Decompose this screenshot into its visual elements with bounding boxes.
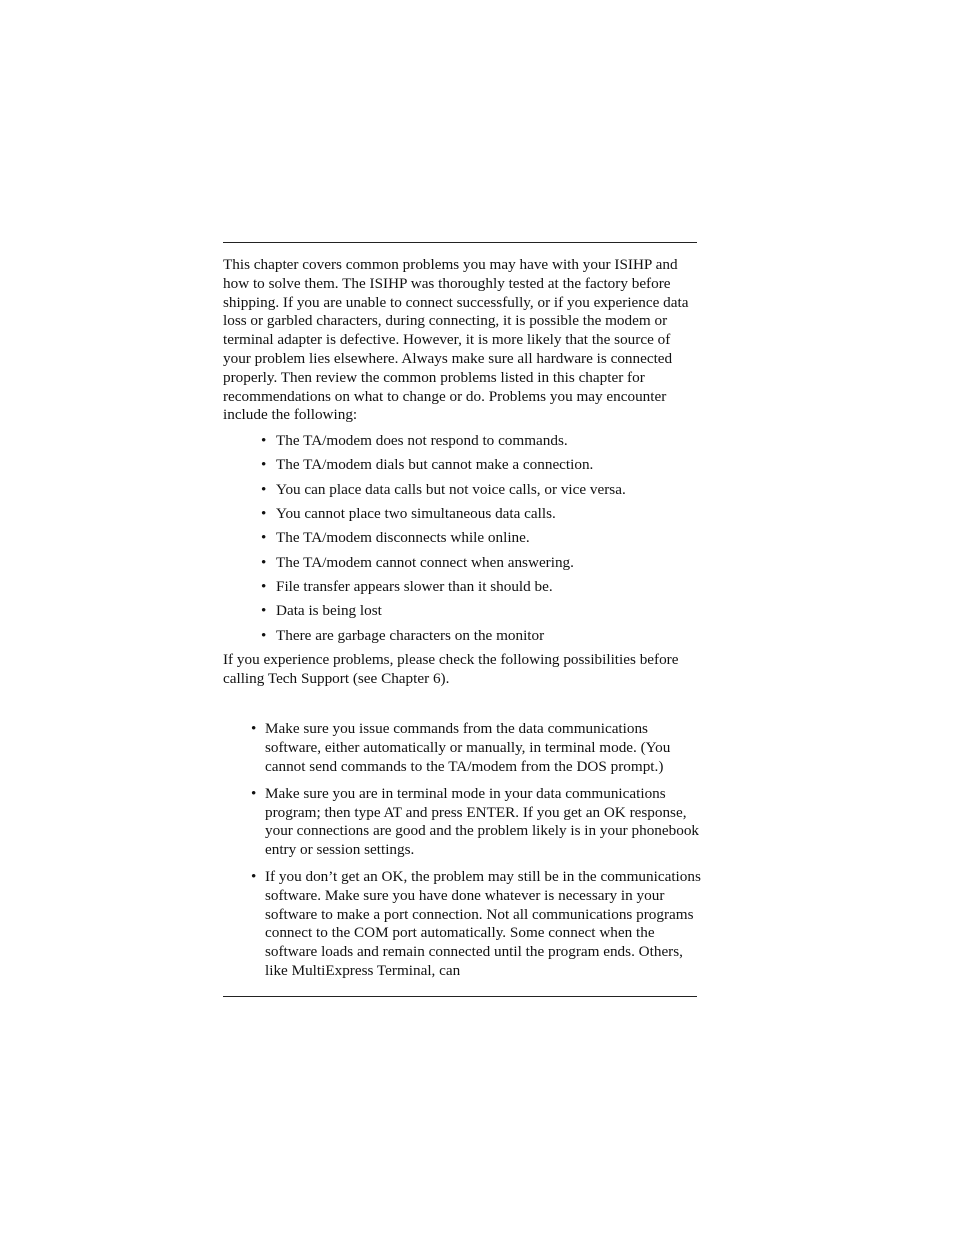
checks-list: [223, 720, 701, 980]
tech-support-paragraph: If you experience problems, please check the following possibilities before calling Tech Support (see Chapter 6).: [223, 650, 679, 687]
page-body: [223, 256, 701, 989]
list-item: • The TA/modem does not respond to commands.: [223, 432, 701, 451]
list-item: • The TA/modem disconnects while online.: [223, 529, 701, 548]
list-item: • Make sure you are in terminal mode in your data communications program; then type AT and press ENTER. If you get an OK response, your connections are good and the problem likely is in your phonebook entry or session settings.: [223, 785, 701, 860]
list-item: • There are garbage characters on the monitor: [223, 627, 701, 646]
list-item: • If you don’t get an OK, the problem may still be in the communications software. Make sure you have done whatever is necessary in your software to make a port connection. Not all communications programs connect to the COM port automatically. Some connect when the software loads and remain connected until the program ends. Others, like MultiExpress Terminal, can: [223, 868, 701, 981]
list-item: • Make sure you issue commands from the data communications software, either automatically or manually, in terminal mode. (You cannot send commands to the TA/modem from the DOS prompt.): [223, 720, 701, 776]
list-item: • You cannot place two simultaneous data calls.: [223, 505, 701, 524]
top-rule: [223, 242, 697, 243]
bottom-rule: [223, 996, 697, 997]
list-item: • Data is being lost: [223, 602, 701, 621]
list-item: • The TA/modem dials but cannot make a connection.: [223, 456, 701, 475]
list-item: • File transfer appears slower than it should be.: [223, 578, 701, 597]
list-item: • The TA/modem cannot connect when answering.: [223, 554, 701, 573]
problems-list: [223, 432, 701, 645]
intro-paragraph: This chapter covers common problems you may have with your ISIHP and how to solve them. The ISIHP was thoroughly tested at the factory before shipping. If you are unable to connect successfully, or if you experience data loss or garbled characters, during connecting, it is possible the modem or terminal adapter is defective. However, it is more likely that the source of your problem lies elsewhere. Always make sure all hardware is connected properly. Then review the common problems listed in this chapter for recommendations on what to change or do. Problems you may encounter include the following:: [223, 256, 689, 424]
list-item: • You can place data calls but not voice calls, or vice versa.: [223, 481, 701, 500]
